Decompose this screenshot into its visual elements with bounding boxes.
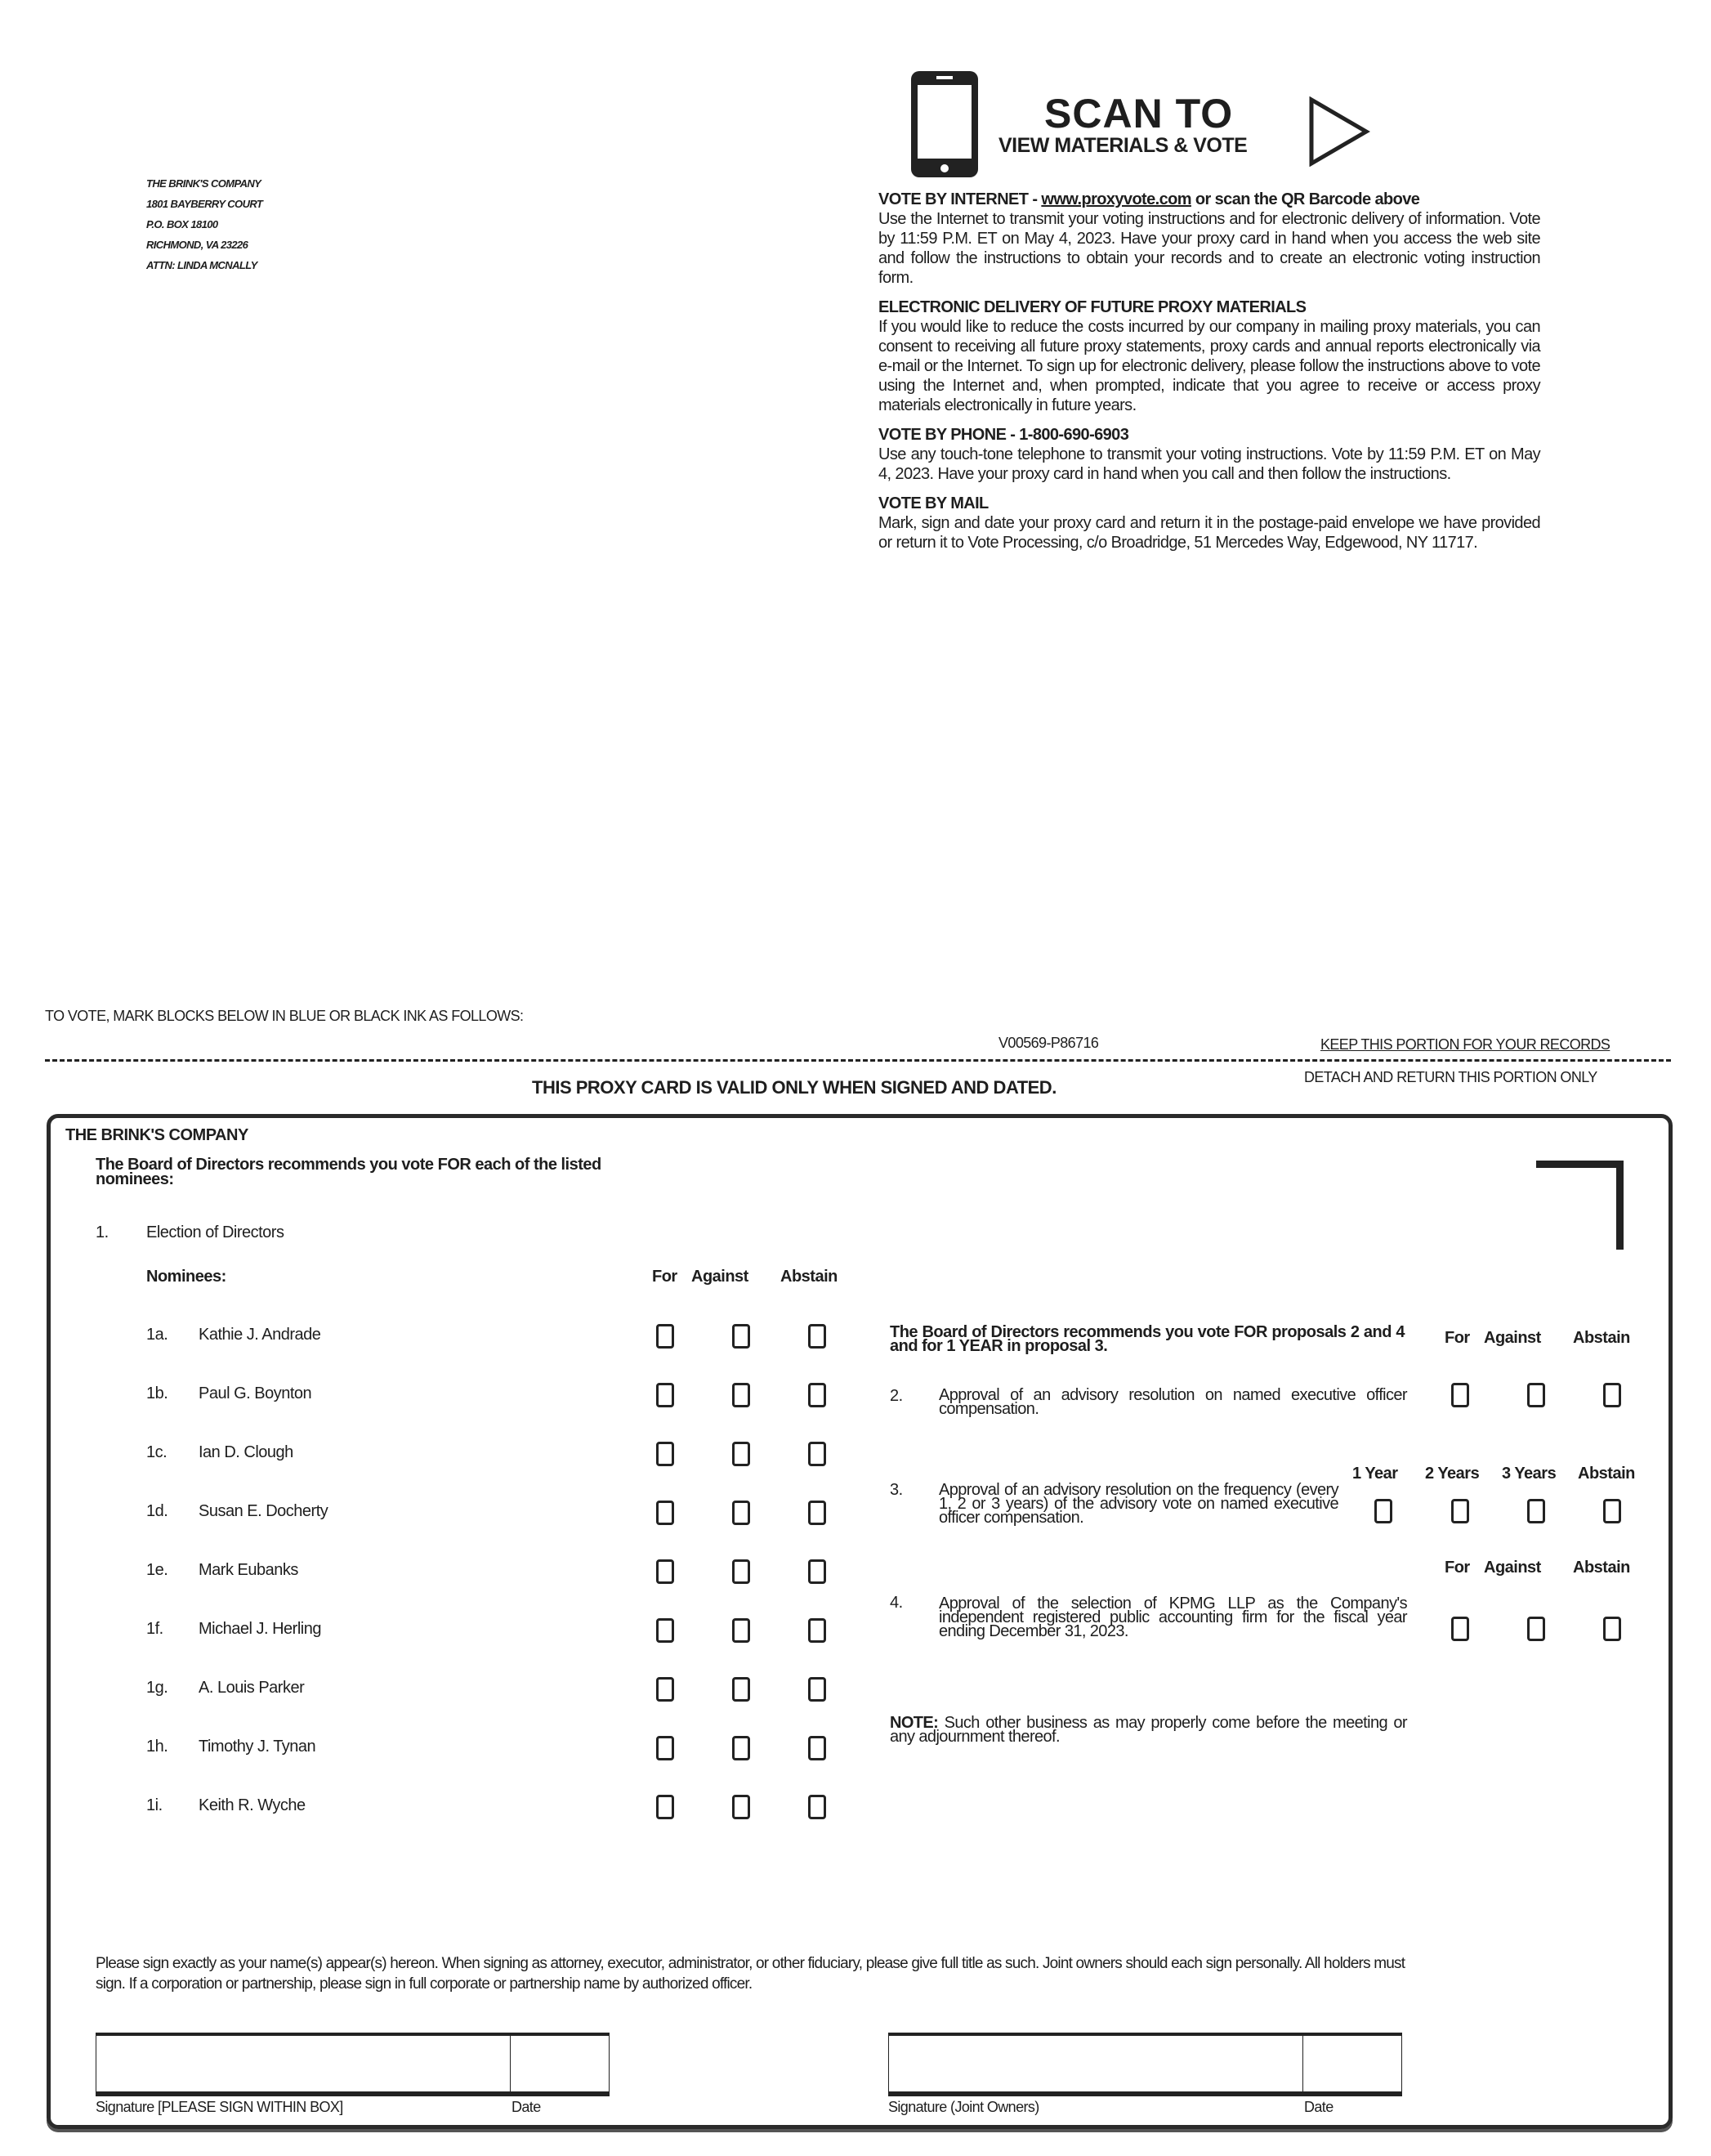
signature-label: Signature [PLEASE SIGN WITHIN BOX] — [96, 2099, 343, 2115]
nominee-for-checkbox[interactable] — [656, 1383, 674, 1407]
election-of-directors-label: Election of Directors — [146, 1223, 284, 1241]
scan-subtitle: VIEW MATERIALS & VOTE — [998, 134, 1248, 157]
keep-portion-label: KEEP THIS PORTION FOR YOUR RECORDS — [1320, 1036, 1610, 1053]
joint-signature-box[interactable] — [888, 2033, 1402, 2096]
item-number: 1. — [96, 1223, 109, 1241]
nominee-against-checkbox[interactable] — [732, 1618, 750, 1643]
proposal-number: 2. — [890, 1387, 903, 1405]
proposals-recommendation: The Board of Directors recommends you vote FOR proposals 2 and 4 and for 1 YEAR in proposal 3. — [890, 1323, 1405, 1355]
proposal-3-2-years-checkbox[interactable] — [1451, 1499, 1469, 1523]
electronic-delivery-heading: ELECTRONIC DELIVERY OF FUTURE PROXY MATERIALS — [878, 298, 1307, 316]
nominee-for-checkbox[interactable] — [656, 1618, 674, 1643]
nominee-id: 1d. — [146, 1502, 168, 1520]
column-abstain: Abstain — [1578, 1465, 1635, 1483]
nominee-against-checkbox[interactable] — [732, 1324, 750, 1349]
directors-recommendation: The Board of Directors recommends you vote FOR each of the listed nominees: — [96, 1156, 601, 1188]
address-line: P.O. BOX 18100 — [146, 218, 218, 230]
vote-by-mail-body: Mark, sign and date your proxy card and return it in the postage-paid envelope we have provided or return it to Vote Processing, c/o Broadridge, 51 Mercedes Way, Edgewood, NY 11717. — [878, 514, 1540, 552]
proxyvote-link[interactable]: www.proxyvote.com — [1041, 190, 1191, 208]
nominee-for-checkbox[interactable] — [656, 1795, 674, 1819]
nominee-abstain-checkbox[interactable] — [808, 1559, 826, 1584]
nominee-name: Susan E. Docherty — [199, 1502, 328, 1520]
nominee-against-checkbox[interactable] — [732, 1442, 750, 1466]
nominee-name: Mark Eubanks — [199, 1561, 298, 1579]
registration-corner-mark — [1536, 1161, 1624, 1250]
nominee-against-checkbox[interactable] — [732, 1795, 750, 1819]
column-for: For — [652, 1268, 677, 1286]
column-abstain: Abstain — [1573, 1559, 1630, 1577]
nominee-against-checkbox[interactable] — [732, 1736, 750, 1760]
proposal-3-abstain-checkbox[interactable] — [1603, 1499, 1621, 1523]
proposal-2-abstain-checkbox[interactable] — [1603, 1383, 1621, 1407]
proposal-2-against-checkbox[interactable] — [1527, 1383, 1545, 1407]
nominee-name: Paul G. Boynton — [199, 1384, 312, 1402]
joint-date-label: Date — [1304, 2099, 1334, 2115]
joint-signature-label: Signature (Joint Owners) — [888, 2099, 1039, 2115]
vote-by-internet-body: Use the Internet to transmit your voting instructions and for electronic delivery of information. Vote by 11:59 P.M. ET on May 4, 2023. Have your proxy card in hand when you access the web site and follow the instructions to obtain your records and to create an electronic voting instruction form. — [878, 210, 1540, 287]
proposal-3-3-years-checkbox[interactable] — [1527, 1499, 1545, 1523]
column-for: For — [1445, 1329, 1470, 1347]
nominees-label: Nominees: — [146, 1268, 226, 1286]
nominee-abstain-checkbox[interactable] — [808, 1736, 826, 1760]
proposal-3-1-year-checkbox[interactable] — [1374, 1499, 1392, 1523]
address-line: 1801 BAYBERRY COURT — [146, 198, 263, 210]
proposal-4-text: Approval of the selection of KPMG LLP as the Company's independent registered public accounting firm for the fiscal year ending December 31, 2023. — [939, 1595, 1407, 1640]
vote-by-mail-heading: VOTE BY MAIL — [878, 494, 989, 512]
nominee-name: Timothy J. Tynan — [199, 1738, 316, 1756]
nominee-abstain-checkbox[interactable] — [808, 1618, 826, 1643]
column-abstain: Abstain — [780, 1268, 838, 1286]
proposal-2-for-checkbox[interactable] — [1451, 1383, 1469, 1407]
column-1-year: 1 Year — [1352, 1465, 1398, 1483]
nominee-abstain-checkbox[interactable] — [808, 1795, 826, 1819]
nominee-id: 1i. — [146, 1796, 163, 1814]
column-against: Against — [691, 1268, 748, 1286]
vote-by-phone-body: Use any touch-tone telephone to transmit your voting instructions. Vote by 11:59 P.M. ET on May 4, 2023. Have your proxy card in hand when you call and then follow the instructions. — [878, 445, 1540, 483]
nominee-abstain-checkbox[interactable] — [808, 1324, 826, 1349]
nominee-id: 1f. — [146, 1620, 163, 1638]
nominee-for-checkbox[interactable] — [656, 1501, 674, 1525]
nominee-against-checkbox[interactable] — [732, 1501, 750, 1525]
column-for: For — [1445, 1559, 1470, 1577]
column-against: Against — [1484, 1559, 1541, 1577]
mark-instruction: TO VOTE, MARK BLOCKS BELOW IN BLUE OR BLACK INK AS FOLLOWS: — [45, 1008, 524, 1024]
vote-by-phone-heading: VOTE BY PHONE - 1-800-690-6903 — [878, 426, 1129, 444]
date-divider — [510, 2036, 511, 2091]
nominee-for-checkbox[interactable] — [656, 1442, 674, 1466]
proposal-number: 3. — [890, 1481, 903, 1499]
nominee-for-checkbox[interactable] — [656, 1324, 674, 1349]
note-label: NOTE: — [890, 1714, 939, 1732]
control-code: V00569-P86716 — [998, 1035, 1099, 1051]
nominee-id: 1a. — [146, 1326, 168, 1344]
address-line: ATTN: LINDA MCNALLY — [146, 259, 257, 271]
mailing-address — [146, 173, 262, 275]
column-2-years: 2 Years — [1425, 1465, 1480, 1483]
column-against: Against — [1484, 1329, 1541, 1347]
valid-notice: THIS PROXY CARD IS VALID ONLY WHEN SIGNED AND DATED. — [532, 1077, 1057, 1098]
nominee-against-checkbox[interactable] — [732, 1677, 750, 1702]
nominee-id: 1b. — [146, 1384, 168, 1402]
nominee-for-checkbox[interactable] — [656, 1559, 674, 1584]
electronic-delivery-body: If you would like to reduce the costs incurred by our company in mailing proxy materials, you can consent to receiving all future proxy statements, proxy cards and annual reports electronically via e-mail or the Internet. To sign up for electronic delivery, please follow the instructions above to vote using the Internet and, when prompted, indicate that you agree to receive or access proxy materials electronically in future years. — [878, 318, 1540, 414]
nominee-id: 1c. — [146, 1443, 168, 1461]
address-line: THE BRINK'S COMPANY — [146, 177, 261, 190]
nominee-id: 1e. — [146, 1561, 168, 1579]
note-text: Such other business as may properly come before the meeting or any adjournment thereof. — [890, 1714, 1407, 1746]
scan-title: SCAN TO — [1044, 91, 1234, 136]
nominee-name: Michael J. Herling — [199, 1620, 321, 1638]
column-3-years: 3 Years — [1502, 1465, 1557, 1483]
proposal-4-against-checkbox[interactable] — [1527, 1617, 1545, 1641]
nominee-abstain-checkbox[interactable] — [808, 1383, 826, 1407]
nominee-id: 1g. — [146, 1679, 168, 1697]
nominee-id: 1h. — [146, 1738, 168, 1756]
company-name: THE BRINK'S COMPANY — [65, 1126, 248, 1144]
detach-portion-label: DETACH AND RETURN THIS PORTION ONLY — [1304, 1069, 1597, 1085]
voting-instructions — [878, 190, 1540, 562]
note — [890, 1716, 1407, 1744]
proposal-4-abstain-checkbox[interactable] — [1603, 1617, 1621, 1641]
nominee-name: Kathie J. Andrade — [199, 1326, 321, 1344]
nominee-for-checkbox[interactable] — [656, 1736, 674, 1760]
nominee-abstain-checkbox[interactable] — [808, 1501, 826, 1525]
smartphone-icon — [909, 69, 981, 180]
date-divider — [1302, 2036, 1303, 2091]
nominee-against-checkbox[interactable] — [732, 1383, 750, 1407]
nominee-for-checkbox[interactable] — [656, 1677, 674, 1702]
column-abstain: Abstain — [1573, 1329, 1630, 1347]
address-line: RICHMOND, VA 23226 — [146, 239, 248, 251]
vote-by-internet-heading: VOTE BY INTERNET - www.proxyvote.com or scan the QR Barcode above — [878, 190, 1420, 208]
nominee-name: Ian D. Clough — [199, 1443, 293, 1461]
nominee-against-checkbox[interactable] — [732, 1559, 750, 1584]
proposal-2-text: Approval of an advisory resolution on named executive officer compensation. — [939, 1386, 1407, 1418]
date-label: Date — [512, 2099, 541, 2115]
detach-line — [45, 1059, 1671, 1062]
proposal-4-for-checkbox[interactable] — [1451, 1617, 1469, 1641]
nominee-name: Keith R. Wyche — [199, 1796, 306, 1814]
nominee-name: A. Louis Parker — [199, 1679, 305, 1697]
nominee-abstain-checkbox[interactable] — [808, 1677, 826, 1702]
sign-instructions: Please sign exactly as your name(s) appear(s) hereon. When signing as attorney, executor, administrator, or other fiduciary, please give full title as such. Joint owners should each sign personally. All holders must sign. If a corporation or partnership, please sign in full corporate or partnership name by authorized officer. — [96, 1955, 1405, 1993]
proposal-number: 4. — [890, 1594, 903, 1612]
nominee-abstain-checkbox[interactable] — [808, 1442, 826, 1466]
play-triangle-icon — [1307, 96, 1373, 167]
signature-box[interactable] — [96, 2033, 610, 2096]
proposal-3-text: Approval of an advisory resolution on the frequency (every 1, 2 or 3 years) of the advisory vote on named executive officer compensation. — [939, 1481, 1338, 1527]
